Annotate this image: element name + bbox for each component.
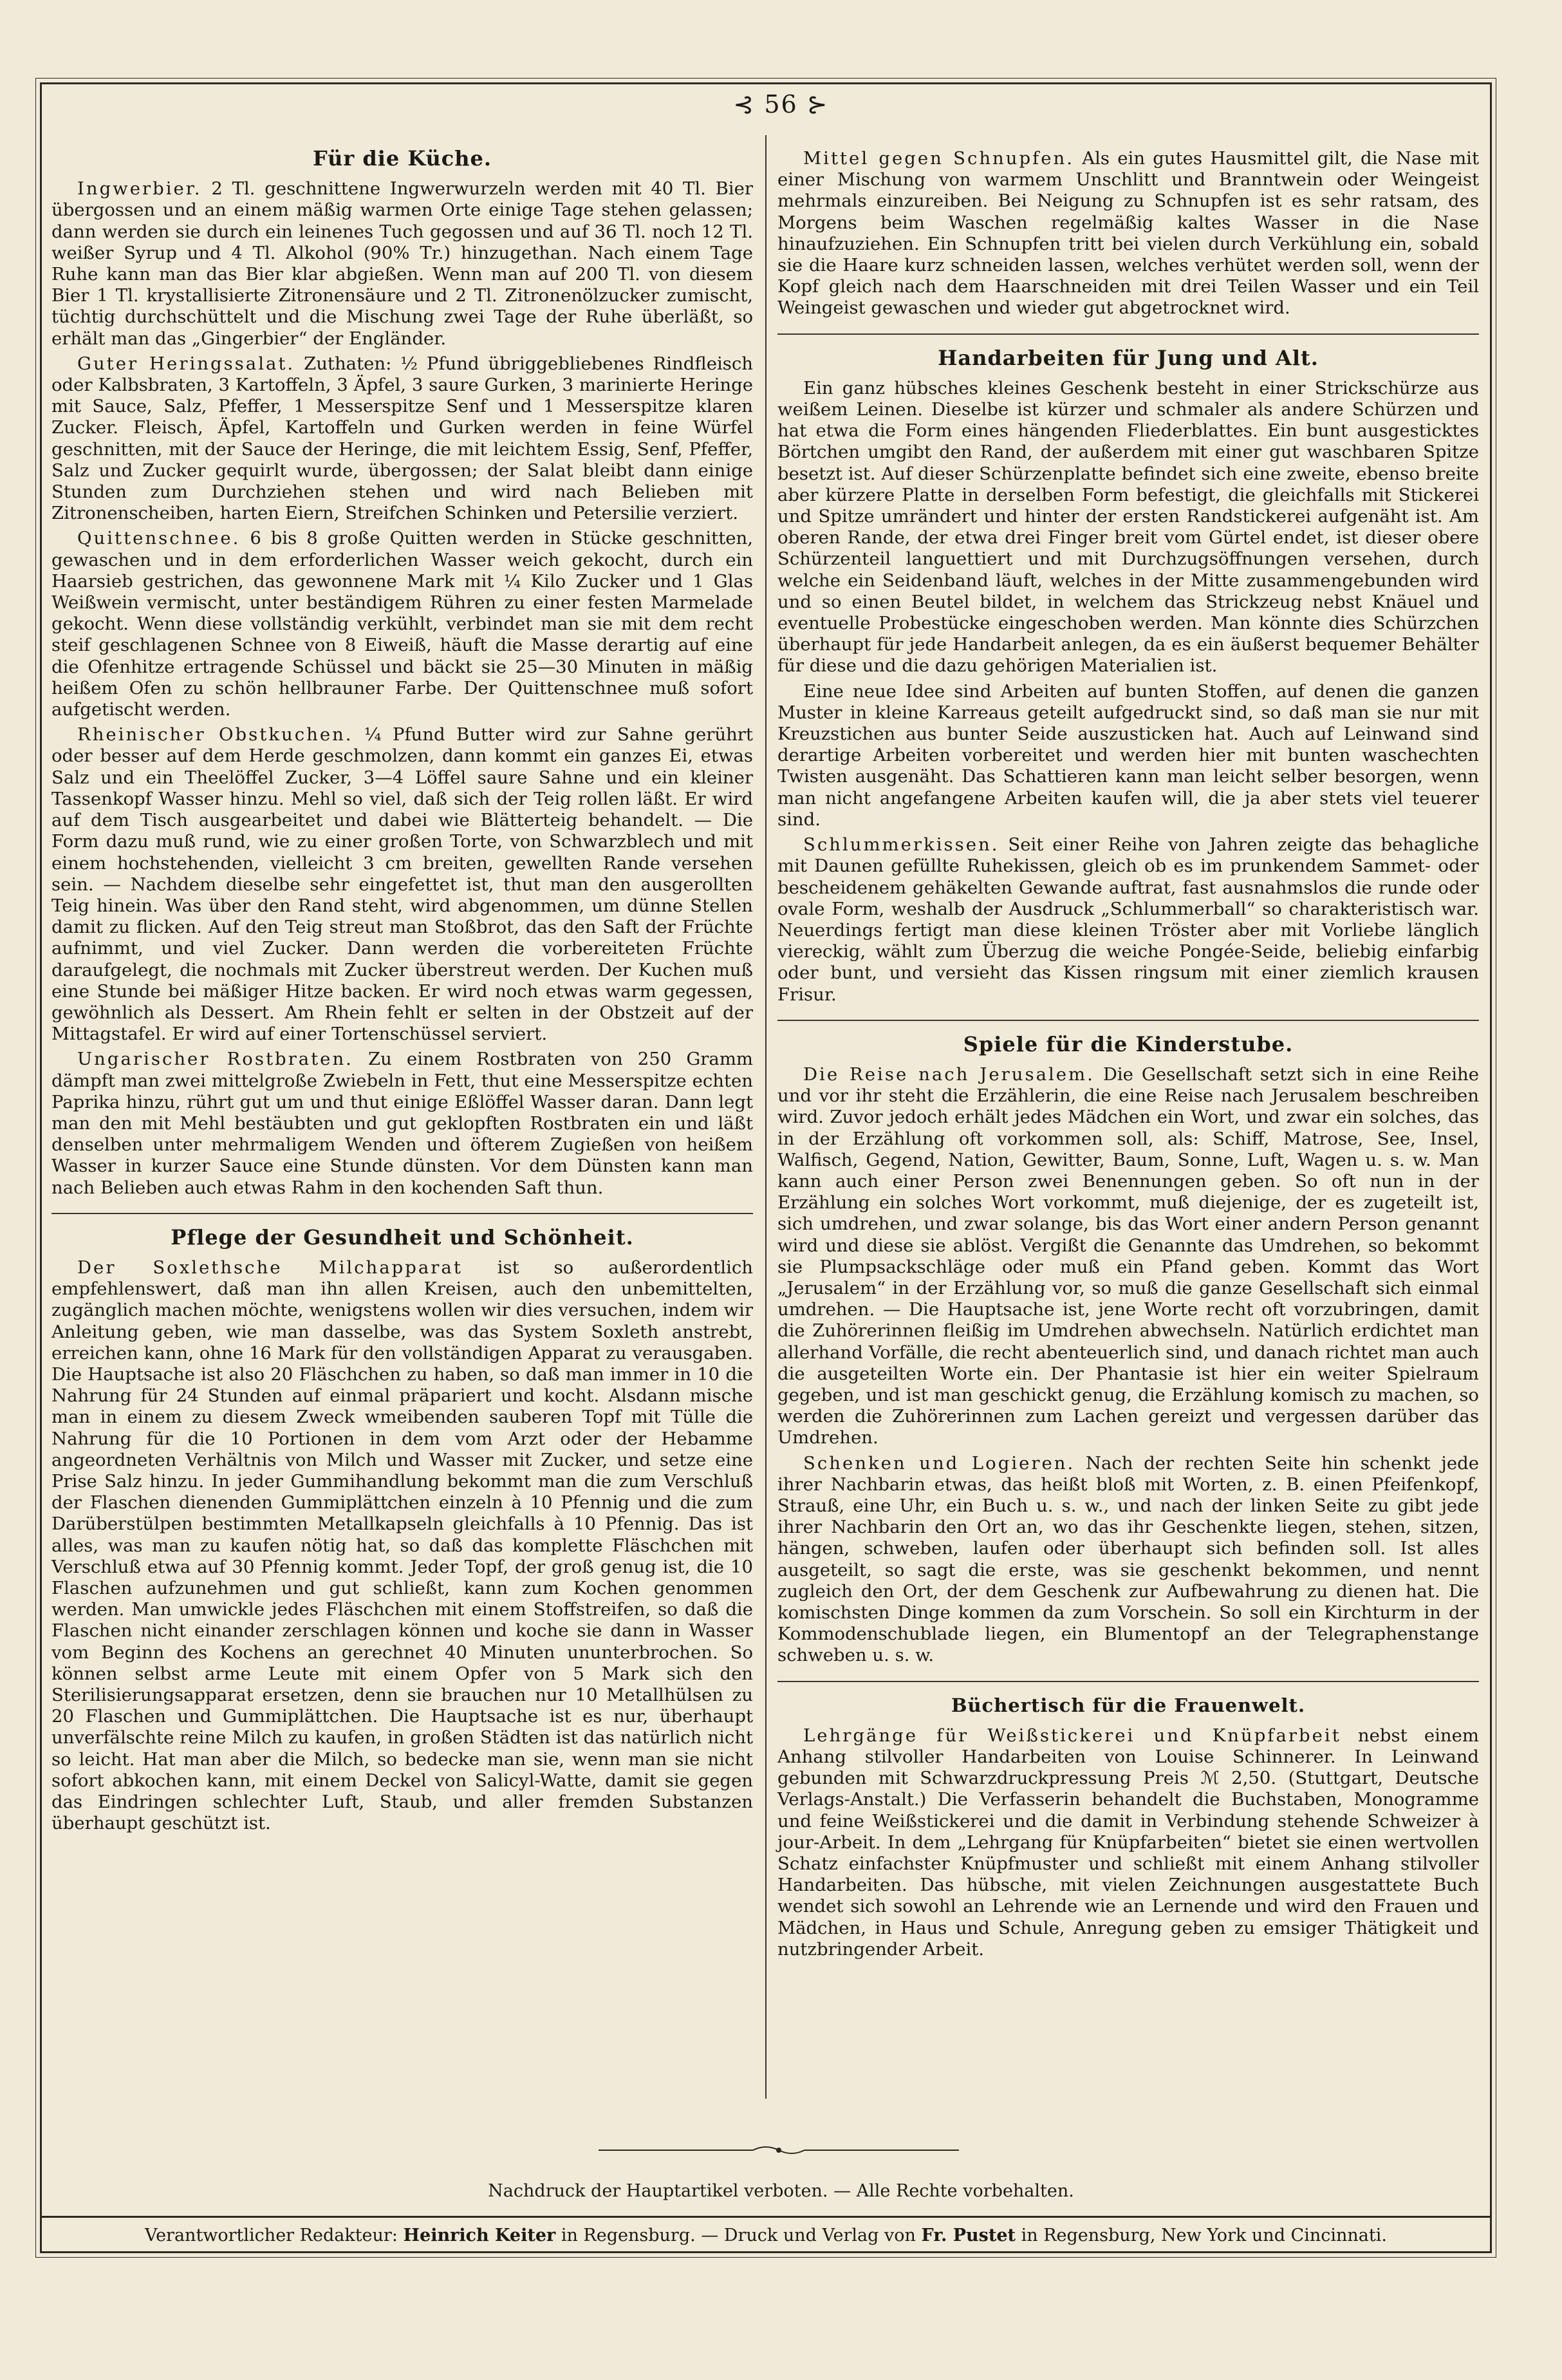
column-divider [765, 135, 767, 2099]
section-title-kueche: Für die Küche. [312, 146, 492, 171]
section-title-pflege: Pflege der Gesundheit und Schönheit. [171, 1224, 634, 1250]
article-text: nebst einem Anhang stilvoller Handarbeiten von Louise Schinnerer. In Leinwand gebunden mit Schwarzdruckpressung Preis ℳ 2,50. (Stuttgart, Deutsche Verlags-Anstalt.) Die Verfasserin behandelt die Buchstaben, Monogramme und feine Weißstickerei und die damit in Verbindung stehende Schweizer à jour-Arbeit. In dem „Lehrgang für Knüpfarbeiten“ bietet sie einen wertvollen Schatz einfachster Knüpfmuster und schließt mit einem Anhang stilvoller Handarbeiten. Das hübsche, mit vielen Zeichnungen ausgestattete Buch wendet sich sowohl an Lehrende wie an Lernende und wird den Frauen und Mädchen, in Haus und Schule, Anregung geben zu emsiger Thätigkeit und nutzbringender Arbeit. [777, 1725, 1479, 1960]
editor-name: Heinrich Keiter [403, 2225, 556, 2245]
article [51, 724, 753, 1045]
article-text: Zu einem Rostbraten von 250 Gramm dämpft man zwei mittelgroße Zwiebeln in Fett, thut eine Messerspitze echten Paprika hinzu, rührt gut um und thut einige Eßlöffel Wasser daran. Dann legt man den mit Mehl bestäubten und gut geklopften Rostbraten ein und läßt denselben unter mehrmaligem Wenden und öfterem Zugießen von heißem Wasser in kurzer Sauce eine Stunde dünsten. Vor dem Dünsten kann man nach Belieben auch etwas Rahm in den kochenden Saft thun. [51, 1049, 753, 1198]
right-column [777, 135, 1479, 1964]
reprint-notice: Nachdruck der Hauptartikel verboten. — Alle Rechte vorbehalten. [488, 2181, 1074, 2201]
imprint-suffix: in Regensburg, New York und Cincinnati. [1016, 2225, 1387, 2245]
section-title-handarbeiten: Handarbeiten für Jung und Alt. [938, 345, 1319, 370]
article-text: Seit einer Reihe von Jahren zeigte das behagliche mit Daunen gefüllte Ruhekissen, gleich ob es im prunkendem Sammet- oder bescheidenem gehäkelten Gewande auftrat, fast ausnahmslos die runde oder ovale Form, weshalb der Ausdruck „Schlummerball“ so charakteristisch war. Neuerdings fertigt man diese kleinen Tröster aber mit Vorliebe länglich viereckig, wählt zum Überzug die weiche Pongée-Seide, beliebig einfarbig oder bunt, und versieht das Kissen ringsum mit einer ziemlich krausen Frisur. [777, 834, 1479, 1005]
article-keyword: Rheinischer Obstkuchen. [77, 724, 353, 745]
article-keyword: Der Soxlethsche Milchapparat [77, 1257, 463, 1278]
section-divider [777, 1020, 1479, 1021]
section-divider [777, 1681, 1479, 1682]
article [51, 528, 753, 720]
article-text: Zuthaten: ½ Pfund übriggebliebenes Rindfleisch oder Kalbsbraten, 3 Kartoffeln, 3 Äpfel, 3 saure Gurken, 3 marinierte Heringe mit Sauce, Salz, Pfeffer, 1 Messerspitze Senf und 1 Messerspitze klaren Zucker. Fleisch, Äpfel, Kartoffeln und Gurken werden in feine Würfel geschnitten, mit der Sauce der Heringe, die mit leichtem Essig, Senf, Pfeffer, Salz und Zucker gequirlt wurde, übergossen; der Salat bleibt dann einige Stunden zum Durchziehen stehen und wird nach Belieben mit Zitronenscheiben, harten Eiern, Streifchen Schinken und Petersilie verziert. [51, 353, 754, 524]
article [777, 1064, 1479, 1449]
article-keyword: Die Reise nach Jerusalem. [803, 1064, 1095, 1085]
section-title-buecher: Büchertisch für die Frauenwelt. [951, 1694, 1306, 1716]
imprint-mid: in Regensburg. — Druck und Verlag von [555, 2225, 922, 2245]
article-keyword: Schlummerkissen. [803, 834, 999, 856]
imprint-line [40, 2216, 1492, 2245]
article [51, 1049, 753, 1198]
imprint-prefix: Verantwortlicher Redakteur: [145, 2225, 404, 2245]
article-text: Die Gesellschaft setzt sich in eine Reihe und vor ihr steht die Erzählerin, die eine Reise nach Jerusalem beschreiben wird. Zuvor jedoch erhält jedes Mädchen ein Wort, und zwar ein solches, das in der Erzählung oft vorkommen soll, als: Schiff, Matrose, See, Insel, Walfisch, Gegend, Nation, Gewitter, Baum, Sonne, Luft, Wagen u. s. w. Man kann auch einer Person zwei Benennungen geben. So oft nun in der Erzählung ein solches Wort vorkommt, muß diejenige, der es zugeteilt ist, sich umdrehen, und zwar solange, bis das Wort einer andern Person genannt wird und diese sie ablöst. Vergißt die Genannte das Umdrehen, so bekommt sie Plumpsackschläge oder muß ein Pfand geben. Kommt das Wort „Jerusalem“ in der Erzählung vor, so muß die ganze Gesellschaft sich einmal umdrehen. — Die Hauptsache ist, jene Worte recht oft vorzubringen, damit die Zuhörerinnen fleißig im Umdrehen abwechseln. Natürlich erdichtet man allerhand Vorfälle, die recht abenteuerlich sind, und danach richtet man auch die ausgeteilten Worte ein. Der Phantasie ist hier ein weiter Spielraum gegeben, und ist man geschickt genug, die Erzählung komisch zu machen, so werden die Zuhörerinnen zum Lachen gereizt und vergessen darüber das Umdrehen. [777, 1064, 1479, 1448]
article [777, 681, 1479, 830]
article-text: Eine neue Idee sind Arbeiten auf bunten Stoffen, auf denen die ganzen Muster in kleine Karreaus geteilt aufgedruckt sind, so daß man sie nur mit Kreuzstichen aus bunter Seide auszusticken hat. Auch auf Leinwand sind derartige Arbeiten vorbereitet und werden hier mit bunten waschechten Twisten ausgenäht. Das Schattieren kann man leicht selber besorgen, wenn man nicht angefangene Arbeiten kaufen will, die ja aber stets viel teuerer sind. [777, 680, 1479, 830]
article [51, 1257, 753, 1834]
section-divider [777, 333, 1479, 335]
article [51, 178, 753, 350]
article [777, 834, 1479, 1006]
article-keyword: Schenken und Logieren. [803, 1452, 1075, 1474]
article-text: Als ein gutes Hausmittel gilt, die Nase mit einer Mischung von warmem Unschlitt und Branntwein oder Weingeist mehrmals einzureiben. Bei Neigung zu Schnupfen ist es sehr ratsam, des Morgens beim Waschen regelmäßig kaltes Wasser in die Nase hinaufzuziehen. Ein Schnupfen tritt bei vielen durch Verkühlung ein, sobald sie die Haare kurz schneiden lassen, welches verhütet werden soll, wenn der Kopf gleich nach dem Haarschneiden mit drei Teilen Wasser und ein Teil Weingeist gewaschen und wieder gut abgetrocknet wird. [777, 148, 1479, 319]
publisher-name: Fr. Pustet [921, 2225, 1016, 2245]
article-text: ist so außerordentlich empfehlenswert, daß man ihn allen Kreisen, auch den unbemittelten, zugänglich machen möchte, wenigstens wollen wir dies versuchen, indem wir Anleitung geben, wie man dasselbe, was das System Soxleth anstrebt, erreichen kann, ohne 16 Mark für den vollständigen Apparat zu verausgaben. Die Hauptsache ist also 20 Fläschchen zu haben, so daß man immer in 10 die Nahrung für 24 Stunden auf einmal präpariert und kocht. Alsdann mische man in einem zu diesem Zweck wmeibenden sauberen Topf mit Tülle die Nahrung für die 10 Portionen in dem vom Arzt oder der Hebamme angeordneten Verhältnis von Milch und Wasser mit Zucker, und setze eine Prise Salz hinzu. In jeder Gummihandlung bekommt man die zum Verschluß der Flaschen dienenden Gummiplättchen einzeln à 10 Pfennig und die zum Darüberstülpen bestimmten Metallkapseln gleichfalls à 10 Pfennig. Das ist alles, was man zu kaufen nötig hat, so daß das komplette Fläschchen mit Verschluß etwa auf 30 Pfennig kommt. Jeder Topf, der groß genug ist, die 10 Flaschen aufzunehmen und gut schließt, kann zum Kochen genommen werden. Man umwickle jedes Fläschchen mit einem Stoffstreifen, so daß die Flaschen nicht einander zerschlagen können und koche sie dann in Wasser vom Beginn des Kochens an gerechnet 40 Minuten ununterbrochen. So können selbst arme Leute mit einem Opfer von 5 Mark sich den Sterilisierungsapparat ersetzen, denn sie brauchen nur 10 Metallhülsen zu 20 Flaschen und Gummiplättchen. Die Hauptsache ist es nur, überhaupt unverfälschte reine Milch zu kaufen, in großen Städten ist das natürlich nicht so leicht. Hat man aber die Milch, so bedecke man sie, wenn man sie nicht sofort abkochen kann, mit einem Deckel von Salicyl-Watte, damit sie gegen das Eindringen schlechter Luft, Staub, und aller fremden Substanzen überhaupt geschützt ist. [51, 1257, 754, 1834]
article-keyword: Ingwerbier. [77, 178, 202, 200]
article [777, 378, 1479, 677]
left-column [51, 135, 753, 1838]
section-divider [51, 1213, 753, 1214]
article-text: Nach der rechten Seite hin schenkt jede ihrer Nachbarin etwas, das heißt bloß mit Worten, z. B. einen Pfeifenkopf, Strauß, eine Uhr, ein Buch u. s. w., und nach der linken Seite zu gibt jede ihrer Nachbarin den Ort an, wo das ihr Geschenkte liegen, stehen, sitzen, hängen, schweben, laufen oder überhaupt sich befinden soll. Ist alles ausgeteilt, so sagt die erste, was sie geschenkt bekommen, und nennt zugleich den Ort, der dem Geschenk zur Aufbewahrung zu dienen hat. Die komischsten Dinge kommen da zum Vorschein. So soll ein Kirchturm in der Kommodenschublade liegen, ein Blumentopf an der Telegraphenstange schweben u. s. w. [777, 1452, 1479, 1666]
article-text: 6 bis 8 große Quitten werden in Stücke geschnitten, gewaschen und in dem erforderlichen Wasser weich gekocht, durch ein Haarsieb gestrichen, das gewonnene Mark mit ¼ Kilo Zucker und 1 Glas Weißwein vermischt, unter beständigem Rühren zu einer festen Marmelade gekocht. Wenn diese vollständig verkühlt, verbindet man sie mit dem recht steif geschlagenen Schnee von 8 Eiweiß, häuft die Masse derartig auf eine die Ofenhitze ertragende Schüssel und bäckt sie 25—30 Minuten in mäßig heißem Ofen zu schön hellbrauner Farbe. Der Quittenschnee muß sofort aufgetischt werden. [51, 528, 753, 720]
article [777, 1725, 1479, 1960]
article-keyword: Mittel gegen Schnupfen. [803, 148, 1074, 169]
kueche-articles [51, 178, 753, 1199]
article-text: ¼ Pfund Butter wird zur Sahne gerührt oder besser auf dem Herde geschmolzen, dann kommt ein ganzes Ei, etwas Salz und ein Theelöffel Zucker, 3—4 Löffel saure Sahne und ein kleiner Tassenkopf Wasser hinzu. Mehl so viel, daß sich der Teig rollen läßt. Er wird auf dem Tisch ausgearbeitet und dabei wie Blätterteig behandelt. — Die Form dazu muß rund, wie zu einer großen Torte, von Schwarzblech und mit einem hochstehenden, vielleicht 3 cm breiten, gewellten Rande versehen sein. — Nachdem dieselbe sehr eingefettet ist, thut man den ausgerollten Teig hinein. Was über den Rand steht, wird abgenommen, um dünne Stellen damit zu flicken. Auf den Teig streut man Stoßbrot, das den Saft der Früchte aufnimmt, und viel Zucker. Dann werden die vorbereiteten Früchte daraufgelegt, die nochmals mit Zucker überstreut werden. Der Kuchen muß eine Stunde bei mäßiger Hitze backen. Er wird noch etwas warm gegessen, gewöhnlich als Dessert. Am Rhein fehlt er selten in der Obstzeit auf der Mittagstafel. Er wird auf einer Tortenschüssel serviert. [51, 724, 753, 1045]
article-keyword: Lehrgänge für Weißstickerei und Knüpfarbeit [803, 1725, 1341, 1746]
section-title-spiele: Spiele für die Kinderstube. [963, 1031, 1294, 1056]
article-text: Ein ganz hübsches kleines Geschenk besteht in einer Strickschürze aus weißem Leinen. Dieselbe ist kürzer und schmaler als andere Schürzen und hat etwa die Form eines hängenden Fliederblattes. Ein bunt ausgesticktes Börtchen umgibt den Rand, der außerdem mit einer gut waschbaren Spitze besetzt ist. Auf dieser Schürzenplatte befindet sich eine zweite, ebenso breite aber kürzere Platte in derselben Form befestigt, die gleichfalls mit Stickerei und Spitze umrändert und hinter der ersten Randstickerei aufgenäht ist. Am oberen Rande, der etwa drei Finger breit vom Gürtel endet, ist dieser obere Schürzenteil languettiert und mit Durchzugsöffnungen versehen, durch welche ein Seidenband läuft, welches in der Mitte zusammengebunden wird und so einen Beutel bildet, in welchem das Strickzeug nebst Knäuel und eventuelle Probestücke eingeschoben werden. Man könnte dies Schürzchen überhaupt für jede Handarbeit anlegen, da es ein äußerst bequemer Behälter für diese und die dazu gehörigen Materialien ist. [777, 377, 1479, 677]
article [51, 353, 753, 525]
article-text: 2 Tl. geschnittene Ingwerwurzeln werden mit 40 Tl. Bier übergossen und an einem mäßig warmen Orte einige Tage stehen gelassen; dann werden sie durch ein leinenes Tuch gegossen und auf 36 Tl. noch 12 Tl. weißer Syrup und 4 Tl. Alkohol (90% Tr.) hinzugethan. Nach einem Tage Ruhe kann man das Bier klar abgießen. Wenn man auf 200 Tl. von diesem Bier 1 Tl. krystallisierte Zitronensäure und 2 Tl. Zitronenölzucker zumischt, tüchtig durchschüttelt und die Mischung zwei Tage der Ruhe überläßt, so erhält man das „Gingerbier“ der Engländer. [51, 178, 753, 349]
article [777, 148, 1479, 319]
article-keyword: Ungarischer Rostbraten. [77, 1049, 353, 1070]
article [777, 1453, 1479, 1667]
page-number: ⊰ 56 ⊱ [733, 90, 829, 118]
article-keyword: Guter Heringssalat. [77, 353, 295, 374]
article-keyword: Quittenschnee. [77, 528, 241, 549]
ornament-rule [592, 2142, 965, 2158]
